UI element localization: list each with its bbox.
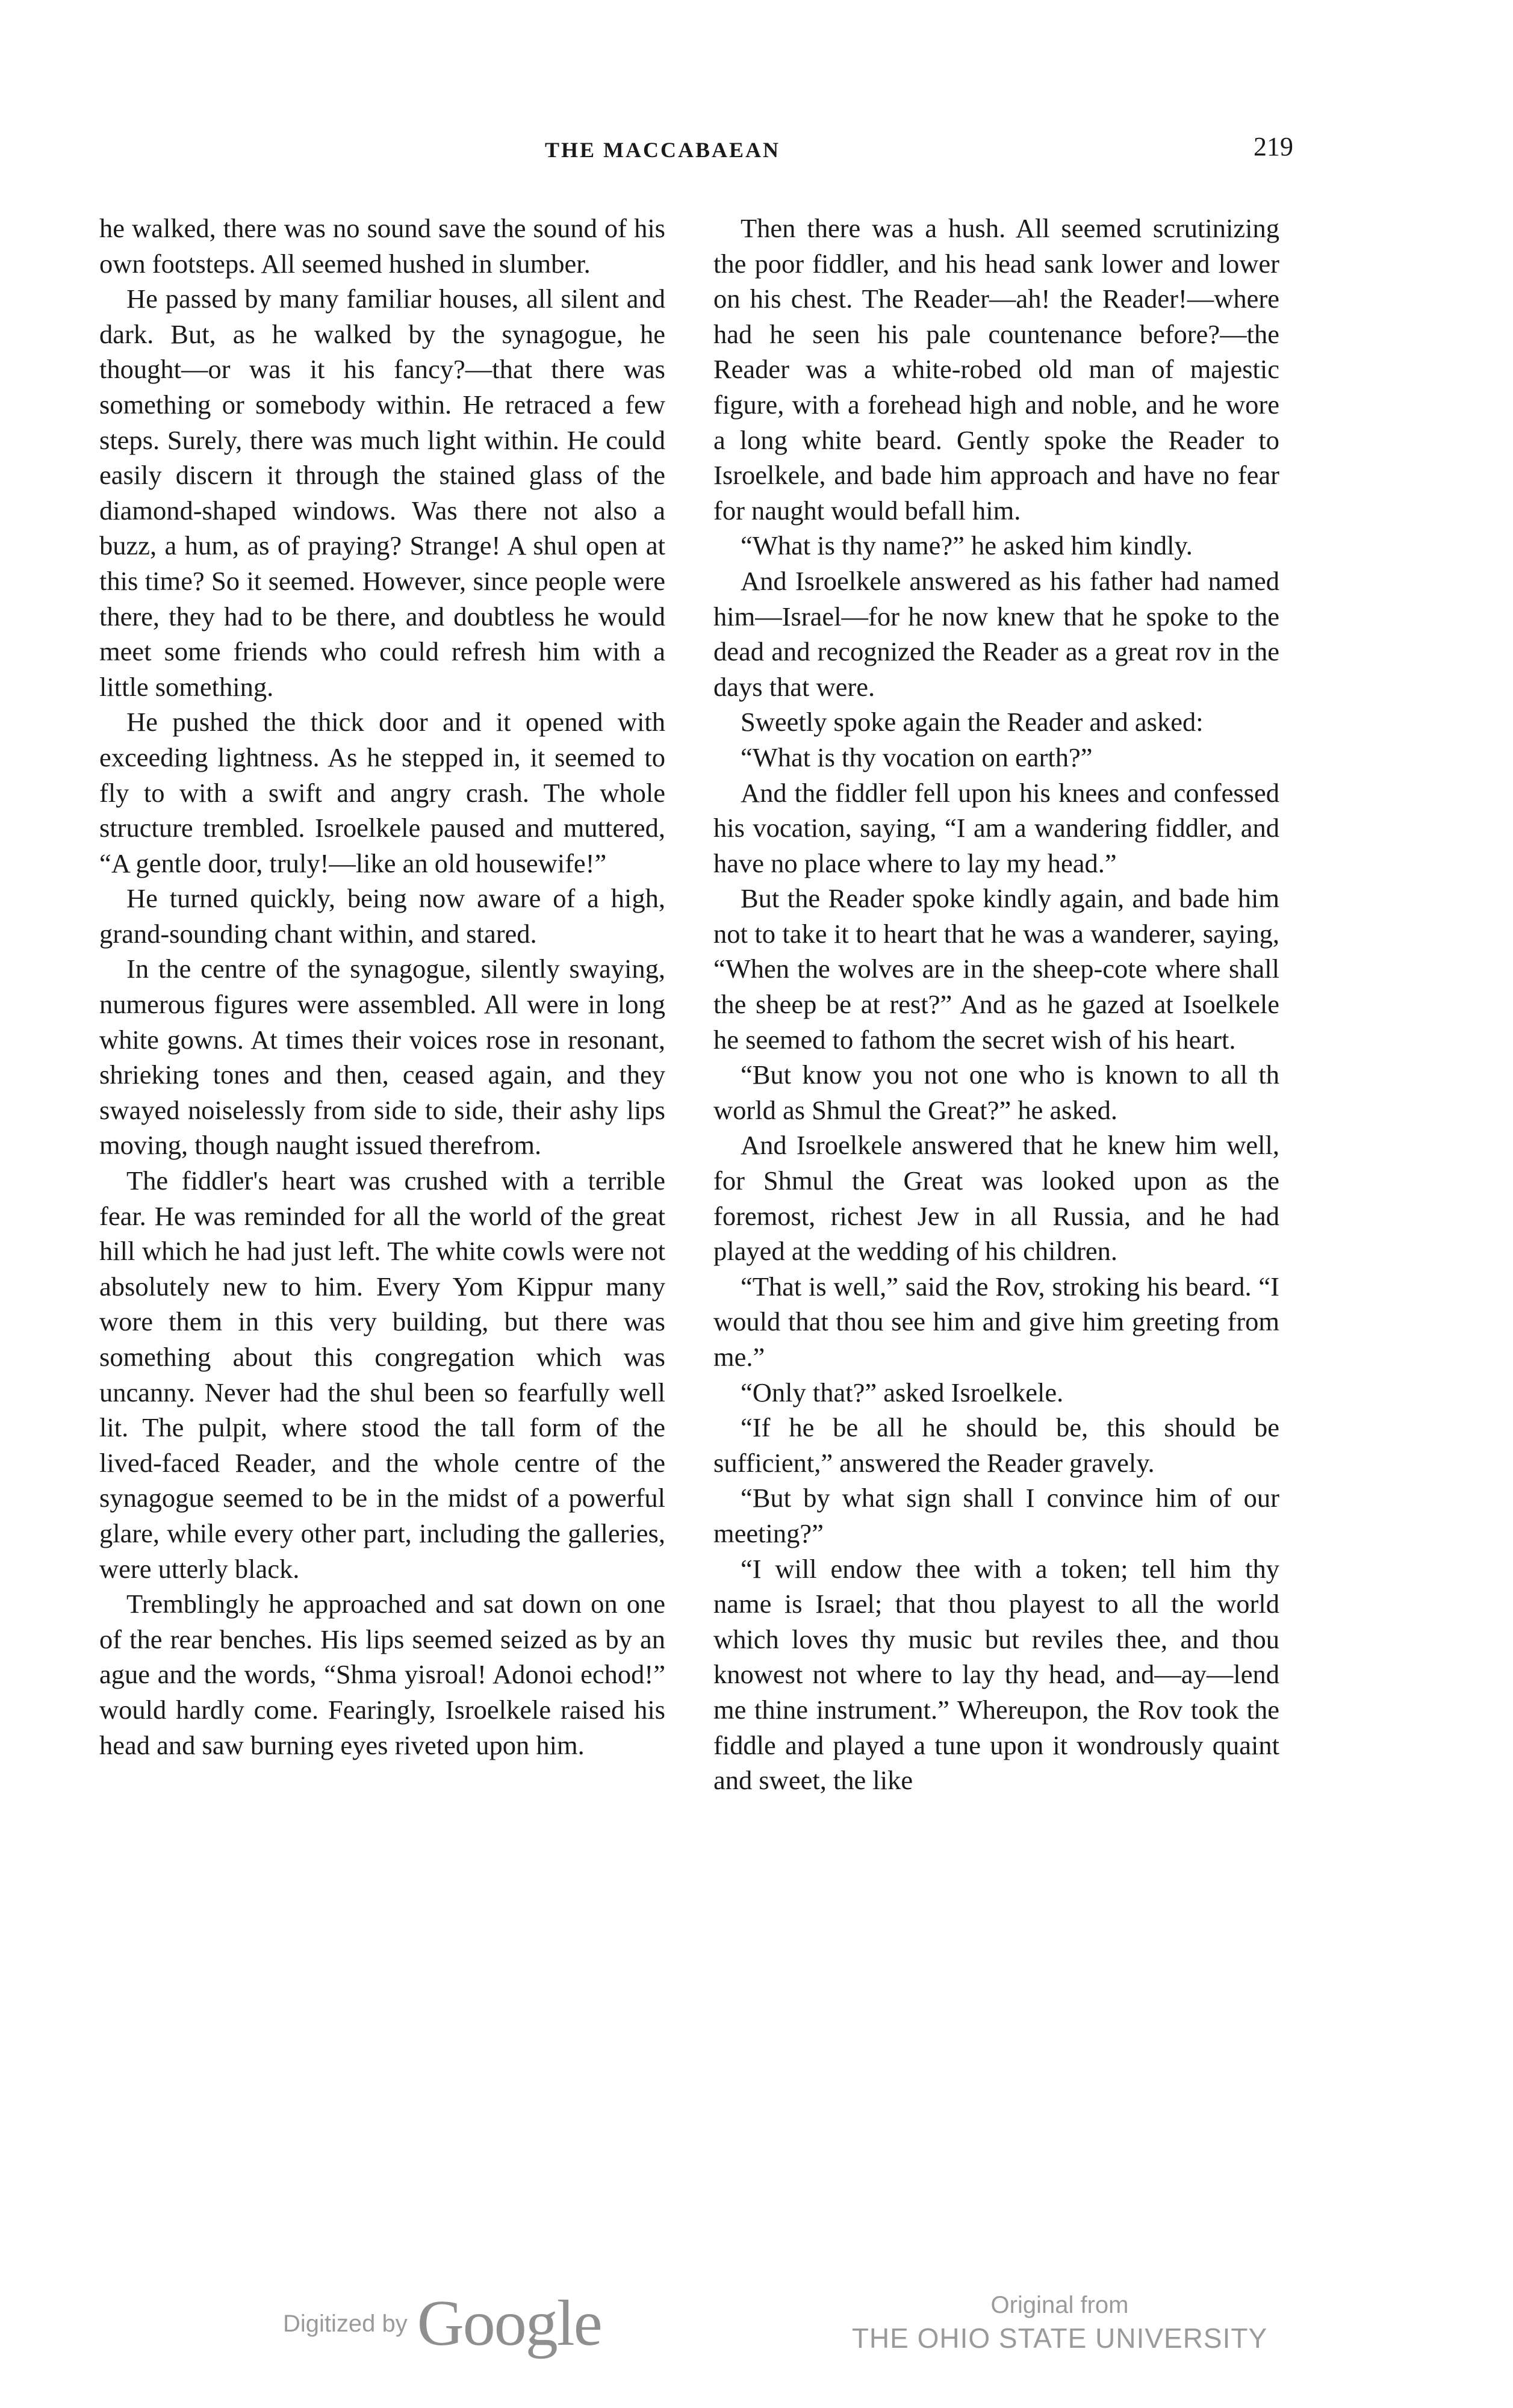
paragraph: “But by what sign shall I convince him of our meeting?” [713,1483,1279,1548]
page-number: 219 [1254,132,1293,161]
page-header [0,131,1513,173]
original-from-label: Original from [990,2292,1129,2318]
paragraph: “I will endow thee with a token; tell him thy name is Israel; that thou playest to all the world which loves thy music but reviles thee, and thou knowest not where to lay thy head, and—ay—lend me thine instrument.” Whereupon, the Rov took the fiddle and played a tune upon it wondrously quaint and sweet, the like [713,1553,1279,1796]
paragraph: In the centre of the synagogue, silently swaying, numerous figures were assembled. All were in long white gowns. At times their voices rose in resonant, shrieking tones and then, ceased again, and they swayed noiselessly from side to side, their ashy lips moving, though naught issued therefrom. [99,954,665,1161]
original-from-watermark [831,2289,1288,2356]
digitized-by-watermark [283,2285,601,2363]
paragraph: And the fiddler fell upon his knees and confessed his vocation, saying, “I am a wandering fiddler, and have no place where to lay my head.” [713,777,1279,878]
paragraph: “What is thy name?” he asked him kindly. [741,530,1193,561]
paragraph: He pushed the thick door and it opened with exceeding lightness. As he stepped in, it seemed to fly to with a swift and angry crash. The whole structure trembled. Isroelkele paused and muttered, “A gentle door, truly!—like an old housewife!” [99,707,665,878]
paragraph: he walked, there was no sound save the sound of his own footsteps. All seemed hushed in slumber. [99,213,665,279]
paragraph: He turned quickly, being now aware of a high, grand-sounding chant within, and stared. [99,883,665,949]
paragraph: And Isroelkele answered that he knew him well, for Shmul the Great was looked upon as the foremost, richest Jew in all Russia, and he had played at the wedding of his children. [713,1130,1279,1267]
paragraph: “But know you not one who is known to all th world as Shmul the Great?” he asked. [713,1060,1279,1125]
paragraph: And Isroelkele answered as his father had named him—Israel—for he now knew that he spoke to the dead and recognized the Reader as a great rov in the days that were. [713,565,1279,702]
paragraph: “If he be all he should be, this should be sufficient,” answered the Reader gravely. [713,1412,1279,1478]
paragraph: “Only that?” asked Isroelkele. [741,1377,1064,1407]
paragraph: Tremblingly he approached and sat down on one of the rear benches. His lips seemed seized as by an ague and the words, “Shma yisroal! Adonoi echod!” would hardly come. Fearingly, Isroelkele raised his head and saw burning eyes riveted upon him. [99,1589,665,1760]
left-column [99,211,665,1763]
google-logo: Google [417,2288,601,2359]
paragraph: He passed by many familiar houses, all silent and dark. But, as he walked by the synagogue, he thought—or was it his fancy?—that there was something or somebody within. He retraced a few steps. Surely, there was much light within. He could easily discern it through the stained glass of the diamond-shaped windows. Was there not also a buzz, a hum, as of praying? Strange! A shul open at this time? So it seemed. However, since people were there, they had to be there, and doubtless he would meet some friends who could refresh him with a little something. [99,284,665,702]
paragraph: “That is well,” said the Rov, stroking his beard. “I would that thou see him and give him greeting from me.” [713,1271,1279,1372]
right-column [713,211,1279,1798]
digitized-by-label: Digitized by [283,2310,408,2337]
paragraph: But the Reader spoke kindly again, and bade him not to take it to heart that he was a wanderer, saying, “When the wolves are in the sheep-cote where shall the sheep be at rest?” And as he gazed at Isoelkele he seemed to fathom the secret wish of his heart. [713,883,1279,1055]
paragraph: Sweetly spoke again the Reader and asked: [741,707,1204,737]
paragraph: “What is thy vocation on earth?” [741,742,1093,772]
running-title: THE MACCABAEAN [545,138,781,162]
paragraph: Then there was a hush. All seemed scrutinizing the poor fiddler, and his head sank lower and lower on his chest. The Reader—ah! the Reader!—where had he seen his pale countenance before?—the Reader was a white-robed old man of majestic figure, with a forehead high and noble, and he wore a long white beard. Gently spoke the Reader to Isroelkele, and bade him approach and have no fear for naught would befall him. [713,213,1279,526]
university-label: THE OHIO STATE UNIVERSITY [851,2323,1268,2354]
paragraph: The fiddler's heart was crushed with a terrible fear. He was reminded for all the world of the great hill which he had just left. The white cowls were not absolutely new to him. Every Yom Kippur many wore them in this very building, but there was something about this congregation which was uncanny. Never had the shul been so fearfully well lit. The pulpit, where stood the tall form of the lived-faced Reader, and the whole centre of the synagogue seemed to be in the midst of a powerful glare, while every other part, including the galleries, were utterly black. [99,1165,665,1584]
